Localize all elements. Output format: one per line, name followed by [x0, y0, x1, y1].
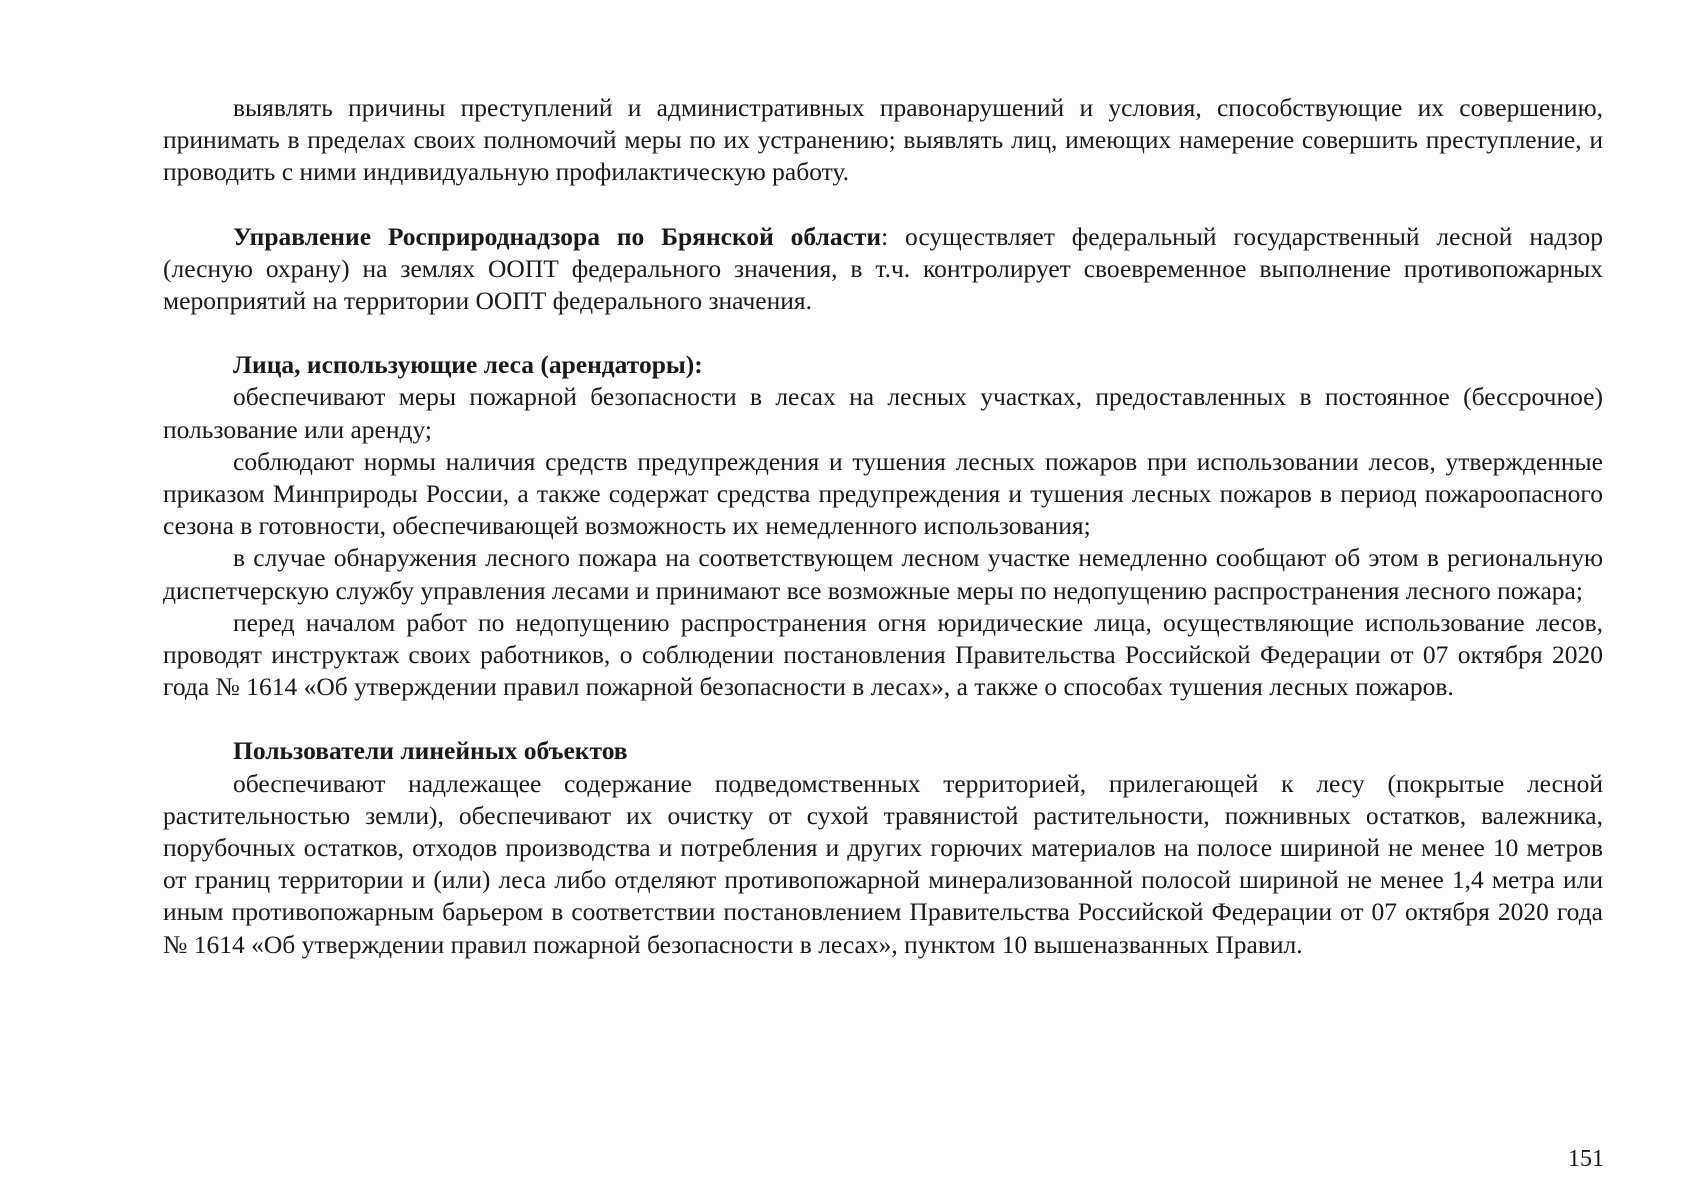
paragraph-fire-detection: в случае обнаружения лесного пожара на соответствующем лесном участке немедленно сообщают об этом в региональную диспетчерскую службу управления лесами и принимают все возможные меры по недопущению распространения лесного пожара; — [163, 543, 1603, 605]
paragraph-fire-safety-measures: обеспечивают меры пожарной безопасности в лесах на лесных участках, предоставленных в постоянное (бессрочное) пользование или аренду; — [163, 382, 1603, 444]
rosprirodnadzor-heading: Управление Росприроднадзора по Брянской области — [233, 221, 882, 251]
spacer — [163, 317, 1603, 349]
paragraph-crime-prevention: выявлять причины преступлений и административных правонарушений и условия, способствующие их совершению, принимать в пределах своих полномочий меры по их устранению; выявлять лиц, имеющих намерение совершить преступление, и проводить с ними индивидуальную профилактическую работу. — [163, 93, 1603, 187]
paragraph-equipment-norms: соблюдают нормы наличия средств предупреждения и тушения лесных пожаров при использовании лесов, утвержденные приказом Минприроды России, а также содержат средства предупреждения и тушения лесных пожаров в период пожароопасного сезона в готовности, обеспечивающей возможность их немедленного использования; — [163, 446, 1603, 541]
heading-linear-objects: Пользователи линейных объектов — [233, 736, 628, 766]
heading-forest-users: Лица, использующие леса (арендаторы): — [233, 350, 703, 380]
document-body — [163, 92, 1603, 961]
paragraph-briefing: перед началом работ по недопущению распространения огня юридические лица, осуществляющие использование лесов, проводят инструктаж своих работников, о соблюдении постановления Правительства Российской Федерации от 07 октября 2020 года № 1614 «Об утверждении правил пожарной безопасности в лесах», а также о способах тушения лесных пожаров. — [163, 607, 1603, 702]
page-number: 151 — [1568, 1146, 1604, 1172]
spacer — [163, 189, 1603, 221]
paragraph-rosprirodnadzor — [163, 221, 1603, 318]
spacer — [163, 703, 1603, 735]
rosprirodnadzor-text: : осуществляет федеральный государственный лесной надзор (лесную охрану) на землях ООПТ федерального значения, в т.ч. контролирует своевременное выполнение противопожарных мероприятий на территории ООПТ федерального значения. — [163, 221, 1603, 316]
paragraph-linear-objects-duties: обеспечивают надлежащее содержание подведомственных территорией, прилегающей к лесу (покрытые лесной растительностью земли), обеспечивают их очистку от сухой травянистой растительности, пожнивных остатков, валежника, порубочных остатков, отходов производства и потребления и других горючих материалов на полосе шириной не менее 10 метров от границ территории и (или) леса либо отделяют противопожарной минерализованной полосой шириной не менее 1,4 метра или иным противопожарным барьером в соответствии постановлением Правительства Российской Федерации от 07 октября 2020 года № 1614 «Об утверждении правил пожарной безопасности в лесах», пунктом 10 вышеназванных Правил. — [163, 768, 1603, 959]
